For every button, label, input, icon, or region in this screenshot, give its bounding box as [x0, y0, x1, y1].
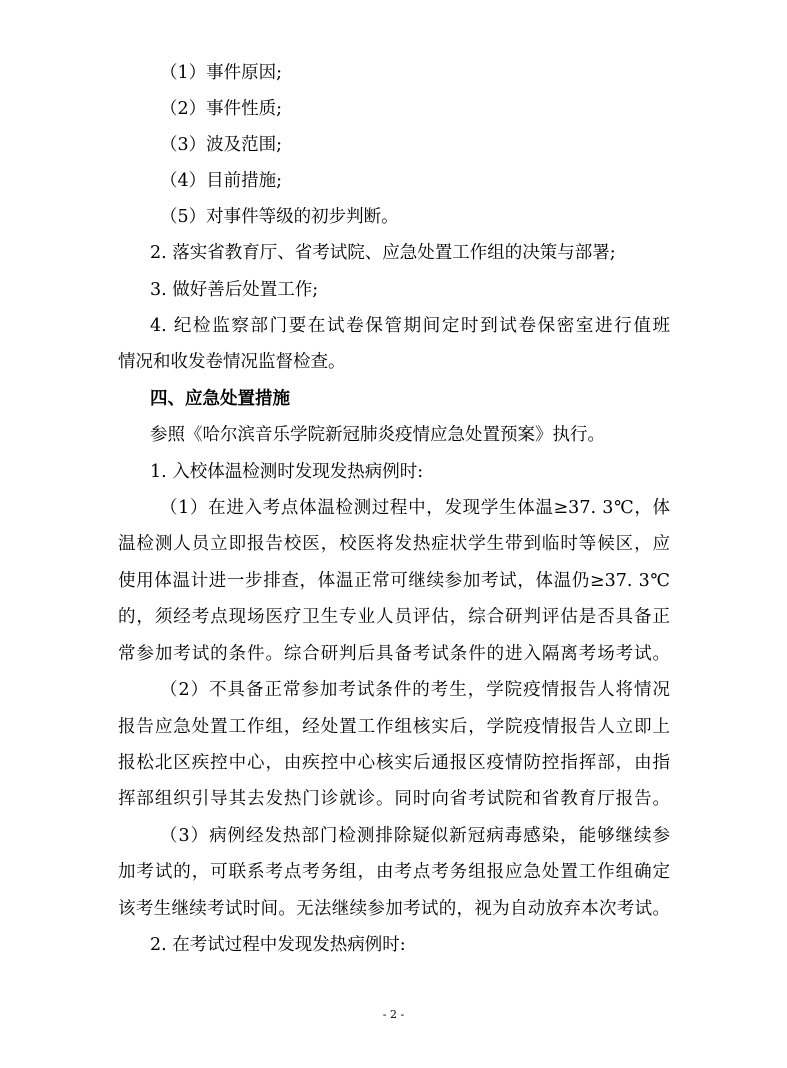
- paragraph-1-1-line-5: 常参加考试的条件。综合研判后具备考试条件的进入隔离考场考试。: [118, 644, 670, 664]
- paragraph-1-2-line-3: 报松北区疾控中心，由疾控中心核实后通报区疫情防控指挥部，由指: [118, 753, 670, 773]
- subheading-2: 2. 在考试过程中发现发热病例时:: [150, 935, 406, 955]
- paragraph-1-2-line-2: 报告应急处置工作组，经处置工作组核实后，学院疫情报告人立即上: [118, 717, 670, 737]
- paragraph-1-1-line-1: （1）在进入考点体温检测过程中，发现学生体温≥37. 3℃，体: [160, 498, 670, 518]
- subheading-1: 1. 入校体温检测时发现发热病例时:: [150, 462, 424, 482]
- list-item-measures: （4）目前措施;: [160, 171, 283, 191]
- list-item-judgement: （5）对事件等级的初步判断。: [160, 207, 399, 227]
- paragraph-1-2-line-1: （2）不具备正常参加考试条件的考生，学院疫情报告人将情况: [160, 680, 670, 700]
- paragraph-1-1-line-2: 温检测人员立即报告校医，校医将发热症状学生带到临时等候区，应: [118, 534, 670, 554]
- paragraph-1-2-line-4: 挥部组织引导其去发热门诊就诊。同时向省考试院和省教育厅报告。: [118, 789, 670, 809]
- paragraph-4-line-1: 4. 纪检监察部门要在试卷保管期间定时到试卷保密室进行值班: [150, 316, 670, 336]
- paragraph-1-3-line-3: 该考生继续考试时间。无法继续参加考试的，视为自动放弃本次考试。: [118, 899, 670, 919]
- list-item-nature: （2）事件性质;: [160, 99, 283, 119]
- paragraph-1-3-line-2: 加考试的，可联系考点考务组，由考点考务组报应急处置工作组确定: [118, 862, 670, 882]
- list-item-scope: （3）波及范围;: [160, 135, 283, 155]
- section-heading: 四、应急处置措施: [150, 389, 290, 409]
- paragraph-1-3-line-1: （3）病例经发热部门检测排除疑似新冠病毒感染，能够继续参: [160, 826, 670, 846]
- paragraph-1-1-line-4: 的，须经考点现场医疗卫生专业人员评估，综合研判评估是否具备正: [118, 607, 670, 627]
- paragraph-4-line-2: 情况和收发卷情况监督检查。: [118, 352, 346, 372]
- paragraph-2-implement: 2. 落实省教育厅、省考试院、应急处置工作组的决策与部署;: [150, 243, 616, 263]
- paragraph-reference: 参照《哈尔滨音乐学院新冠肺炎疫情应急处置预案》执行。: [150, 425, 605, 445]
- paragraph-1-1-line-3: 使用体温计进一步排查，体温正常可继续参加考试，体温仍≥37. 3℃: [118, 571, 670, 591]
- page-number: - 2 -: [382, 1008, 405, 1021]
- paragraph-3-aftermath: 3. 做好善后处置工作;: [150, 280, 319, 300]
- list-item-cause: （1）事件原因;: [160, 63, 283, 83]
